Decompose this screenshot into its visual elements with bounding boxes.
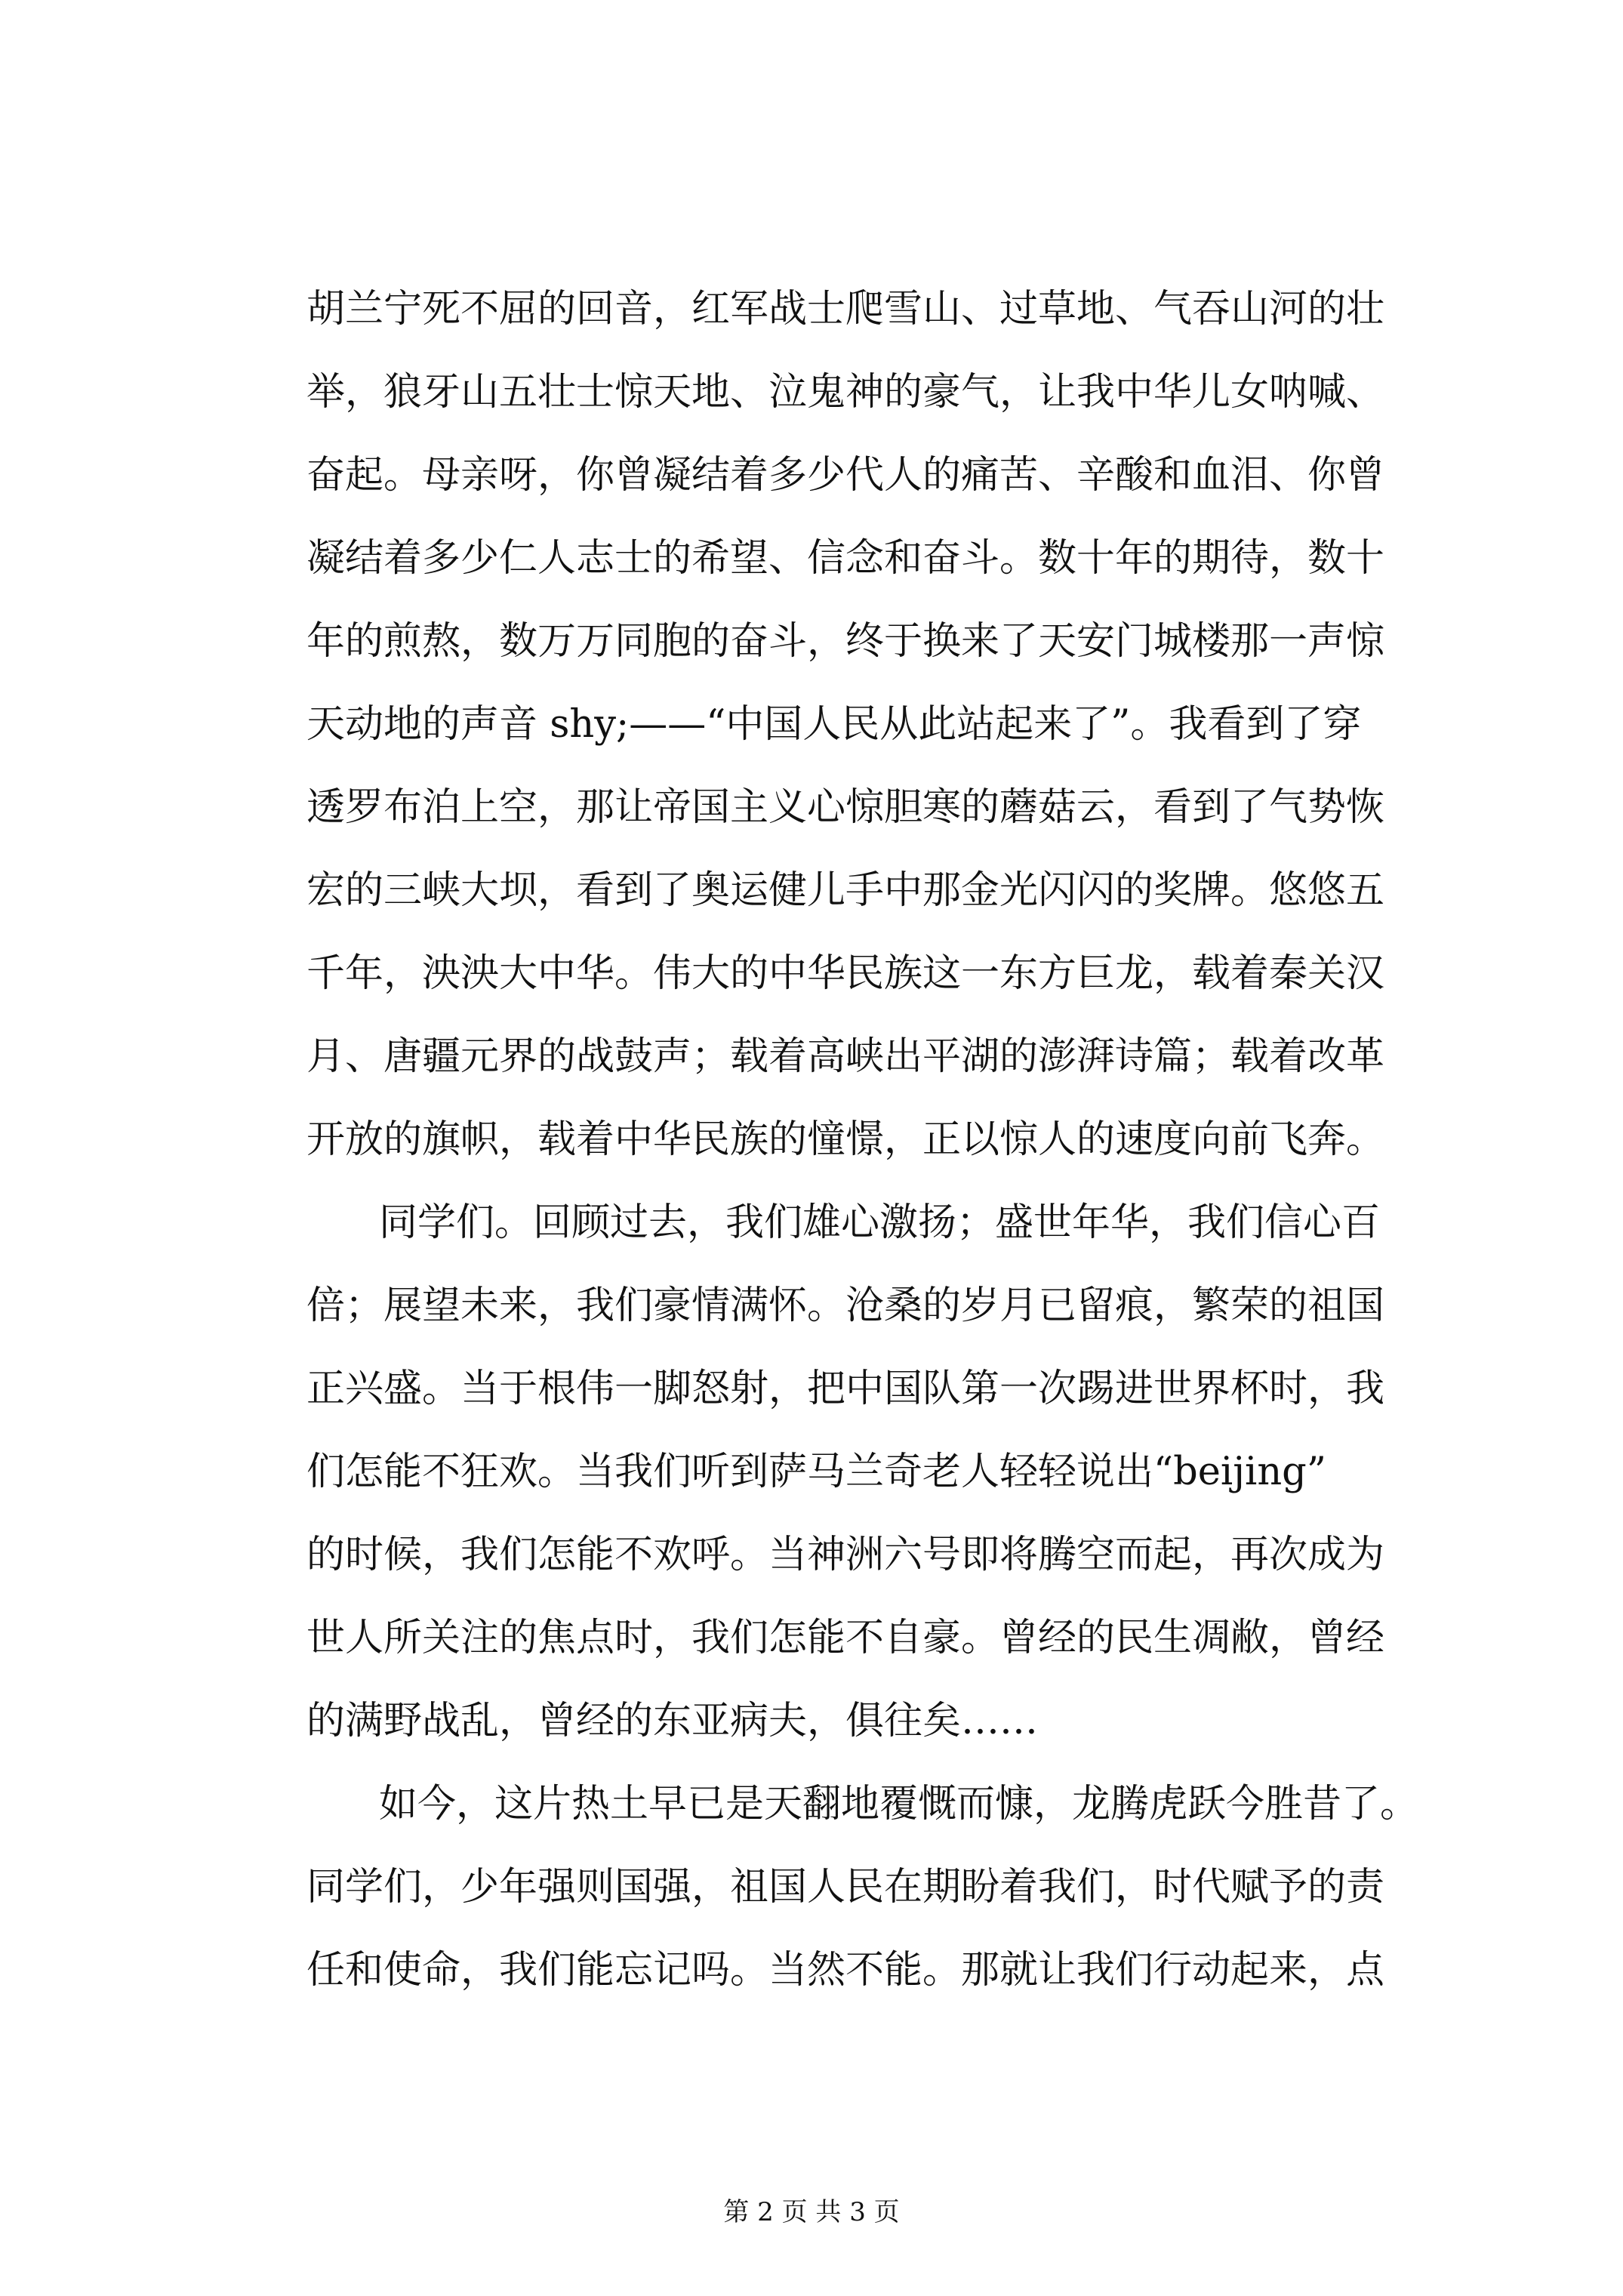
text-line: 同学们。回顾过去，我们雄心激扬；盛世年华，我们信心百 (379, 1200, 1381, 1245)
text-line: 月、唐疆元界的战鼓声；载着高峡出平湖的澎湃诗篇；载着改革 (306, 1034, 1385, 1079)
text-line: 们怎能不狂欢。当我们听到萨马兰奇老人轻轻说出“beijing” (306, 1450, 1326, 1494)
text-line: 倍；展望未来，我们豪情满怀。沧桑的岁月已留痕，繁荣的祖国 (306, 1284, 1385, 1328)
text-line: 正兴盛。当于根伟一脚怒射，把中国队第一次踢进世界杯时，我 (306, 1367, 1385, 1411)
page-number-label: 第 2 页 共 3 页 (723, 2197, 900, 2227)
text-line: 天动地的声音 shy;——“中国人民从此站起来了”。我看到了穿 (306, 702, 1362, 747)
text-line: 年的煎熬，数万万同胞的奋斗，终于换来了天安门城楼那一声惊 (306, 619, 1385, 664)
text-line: 千年，泱泱大中华。伟大的中华民族这一东方巨龙，载着秦关汉 (306, 951, 1385, 996)
text-line: 如今，这片热土早已是天翻地覆慨而慷，龙腾虎跃今胜昔了。 (379, 1782, 1419, 1826)
text-line: 透罗布泊上空，那让帝国主义心惊胆寒的蘑菇云，看到了气势恢 (306, 785, 1385, 830)
text-line: 宏的三峡大坝，看到了奥运健儿手中那金光闪闪的奖牌。悠悠五 (306, 868, 1385, 913)
text-line: 奋起。母亲呀，你曾凝结着多少代人的痛苦、辛酸和血泪、你曾 (306, 453, 1385, 498)
text-line: 的满野战乱，曾经的东亚病夫，俱往矣…… (306, 1699, 1039, 1743)
text-line: 凝结着多少仁人志士的希望、信念和奋斗。数十年的期待，数十 (306, 536, 1385, 581)
page-footer (0, 2193, 1623, 2231)
text-line: 世人所关注的焦点时，我们怎能不自豪。曾经的民生凋敝，曾经 (306, 1616, 1385, 1660)
text-line: 任和使命，我们能忘记吗。当然不能。那就让我们行动起来，点 (306, 1948, 1385, 1992)
text-line: 开放的旗帜，载着中华民族的憧憬，正以惊人的速度向前飞奔。 (306, 1117, 1385, 1162)
text-line: 举，狼牙山五壮士惊天地、泣鬼神的豪气，让我中华儿女呐喊、 (306, 370, 1385, 415)
text-line: 胡兰宁死不屈的回音，红军战士爬雪山、过草地、气吞山河的壮 (306, 287, 1385, 331)
text-line: 同学们，少年强则国强，祖国人民在期盼着我们，时代赋予的责 (306, 1865, 1385, 1909)
text-line: 的时候，我们怎能不欢呼。当神洲六号即将腾空而起，再次成为 (306, 1533, 1385, 1577)
